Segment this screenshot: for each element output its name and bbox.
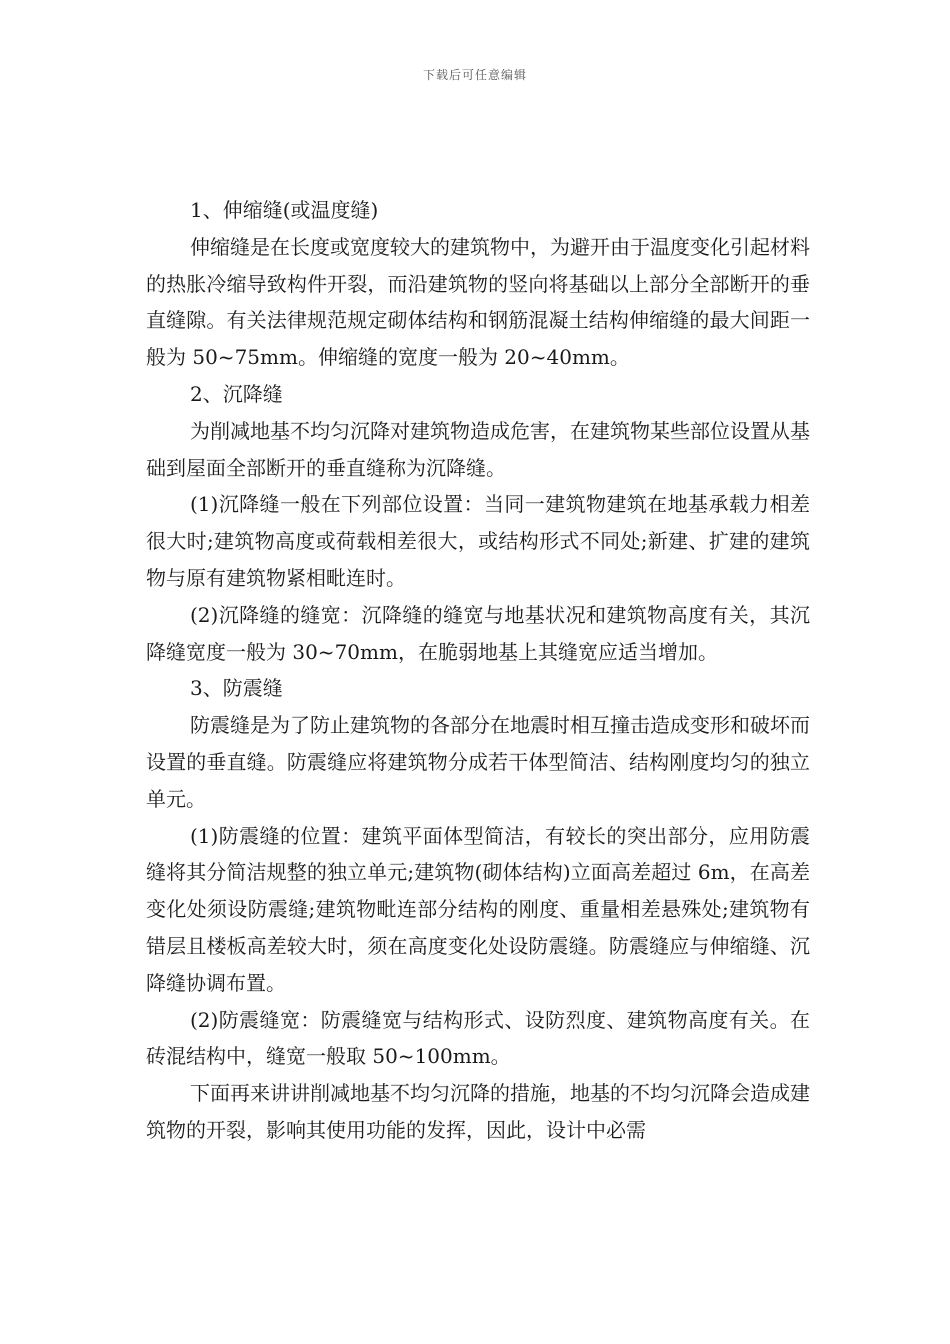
- heading-expansion-joint: 1、伸缩缝(或温度缝): [190, 198, 379, 222]
- paragraph-settlement-location: (1)沉降缝一般在下列部位设置：当同一建筑物建筑在地基承载力相差很大时;建筑物高度或荷载相差很大，或结构形式不同处;新建、扩建的建筑物与原有建筑物紧相毗连时。: [146, 492, 810, 590]
- page-header: 下载后可任意编辑: [422, 68, 527, 82]
- paragraph-settlement-measures: 下面再来讲讲削减地基不均匀沉降的措施，地基的不均匀沉降会造成建筑物的开裂，影响其使用功能的发挥，因此，设计中必需: [146, 1081, 810, 1142]
- heading-seismic-joint: 3、防震缝: [190, 676, 283, 701]
- paragraph-seismic-joint: 防震缝是为了防止建筑物的各部分在地震时相互撞击造成变形和破坏而设置的垂直缝。防震缝应将建筑物分成若干体型简洁、结构刚度均匀的独立单元。: [146, 713, 810, 811]
- paragraph-seismic-location: (1)防震缝的位置：建筑平面体型简洁，有较长的突出部分，应用防震缝将其分简洁规整的独立单元;建筑物(砌体结构)立面高差超过 6m，在高差变化处须设防震缝;建筑物毗连部分结构的刚度、重量相差悬殊处;建筑物有错层且楼板高差较大时，须在高度变化处设防震缝。防震缝应与伸缩缝、沉降缝协调布置。: [146, 823, 810, 995]
- paragraph-seismic-width: (2)防震缝宽：防震缝宽与结构形式、设防烈度、建筑物高度有关。在砖混结构中，缝宽一般取 50~100mm。: [146, 1007, 810, 1069]
- paragraph-settlement-joint: 为削减地基不均匀沉降对建筑物造成危害，在建筑物某些部位设置从基础到屋面全部断开的垂直缝称为沉降缝。: [146, 418, 810, 480]
- paragraph-settlement-width: (2)沉降缝的缝宽：沉降缝的缝宽与地基状况和建筑物高度有关，其沉降缝宽度一般为 30~70mm，在脆弱地基上其缝宽应适当增加。: [146, 602, 810, 664]
- paragraph-expansion-joint: 伸缩缝是在长度或宽度较大的建筑物中，为避开由于温度变化引起材料的热胀冷缩导致构件开裂，而沿建筑物的竖向将基础以上部分全部断开的垂直缝隙。有关法律规范规定砌体结构和钢筋混凝土结构伸缩缝的最大间距一般为 50~75mm。伸缩缝的宽度一般为 20~40mm。: [146, 234, 810, 370]
- document-body: [146, 192, 810, 1149]
- heading-settlement-joint: 2、沉降缝: [190, 381, 283, 406]
